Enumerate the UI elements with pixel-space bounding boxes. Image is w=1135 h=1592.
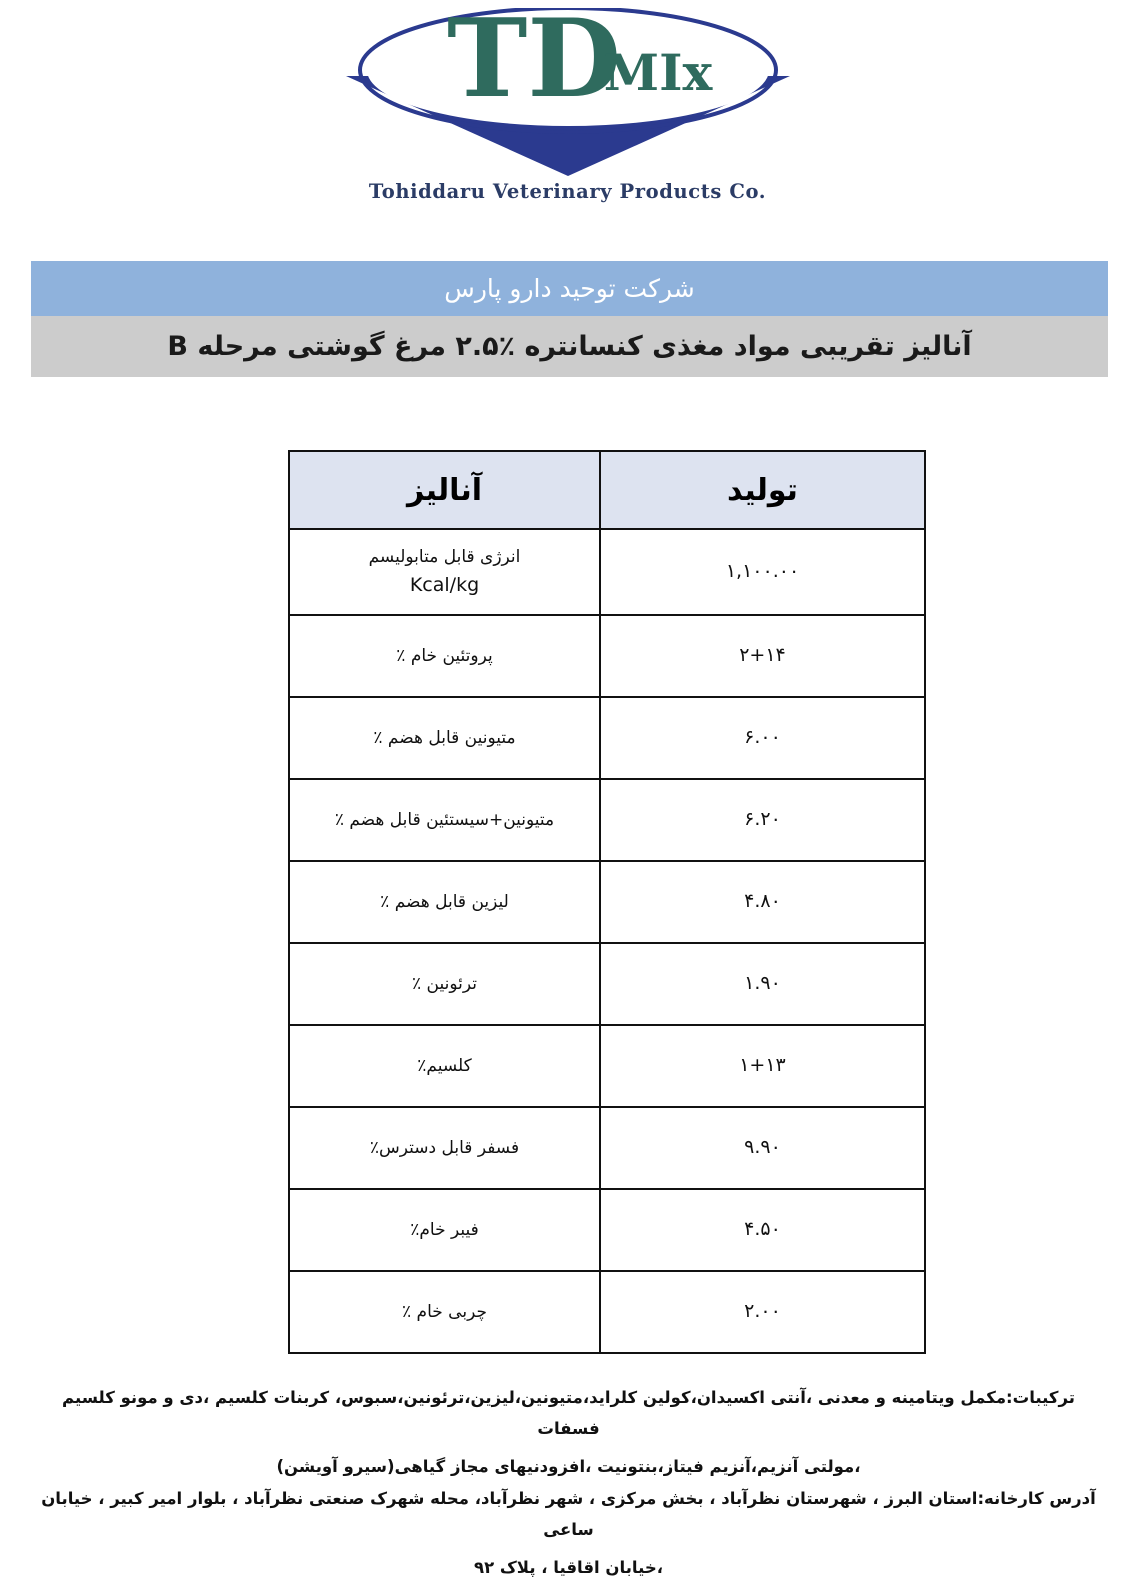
cell-production-value: ۱+۱۳ — [600, 1025, 925, 1107]
table-row — [289, 529, 925, 615]
column-header-production: تولید — [600, 451, 925, 529]
ingredients-line-1: ترکیبات:مکمل ویتامینه و معدنی ،آنتی اکسیدان،کولین کلراید،متیونین،لیزین،ترئونین،سبوس، کربنات کلسیم ،دی و مونو کلسیم فسفات — [62, 1388, 1075, 1438]
logo-subtitle: Tohiddaru Veterinary Products Co. — [368, 180, 767, 203]
cell-analysis-label: فیبر خام٪ — [289, 1189, 600, 1271]
logo-letters-mix: MIx — [603, 43, 712, 102]
address-line-2: ،خیابان اقاقیا ، پلاک ۹۲ — [474, 1558, 663, 1578]
cell-analysis-label: کلسیم٪ — [289, 1025, 600, 1107]
analysis-label-text: انرژی قابل متابولیسم — [368, 546, 521, 567]
cell-production-value: ۲+۱۴ — [600, 615, 925, 697]
analysis-unit-text: Kcal/kg — [409, 573, 480, 596]
cell-analysis-label: چربی خام ٪ — [289, 1271, 600, 1353]
cell-production-value: ۱.۹۰ — [600, 943, 925, 1025]
cell-production-value: ۲.۰۰ — [600, 1271, 925, 1353]
table-row — [289, 1189, 925, 1271]
ingredients-footer — [40, 1383, 1097, 1491]
table-row — [289, 779, 925, 861]
document-title-text: آنالیز تقریبی مواد مغذی کنسانتره ٪۲.۵ مرغ گوشتی مرحله B — [167, 331, 972, 362]
table-body — [289, 529, 925, 1353]
cell-analysis-label: فسفر قابل دسترس٪ — [289, 1107, 600, 1189]
ingredients-line-2: ،مولتی آنزیم،آنزیم فیتاز،بنتونیت ،افزودنیهای مجاز گیاهی(سیرو آویشن) — [276, 1457, 861, 1477]
cell-production-value: ۴.۸۰ — [600, 861, 925, 943]
cell-production-value: ۶.۰۰ — [600, 697, 925, 779]
table-row — [289, 697, 925, 779]
table-row — [289, 1025, 925, 1107]
cell-production-value: ۱,۱۰۰.۰۰ — [600, 529, 925, 615]
cell-production-value: ۴.۵۰ — [600, 1189, 925, 1271]
company-name-bar — [31, 261, 1108, 316]
company-name-text: شرکت توحید دارو پارس — [444, 274, 695, 303]
table-row — [289, 861, 925, 943]
cell-production-value: ۶.۲۰ — [600, 779, 925, 861]
tdmix-logo-mark — [338, 8, 798, 178]
address-line-1: آدرس کارخانه:استان البرز ، شهرستان نظرآباد ، بخش مرکزی ، شهر نظرآباد، محله شهرک صنعتی نظرآباد ، بلوار امیر کبیر ، خیابان ساعی — [41, 1489, 1096, 1539]
table-header-row — [289, 451, 925, 529]
table-row — [289, 615, 925, 697]
nutrient-analysis-table — [288, 450, 926, 1354]
address-footer — [40, 1484, 1097, 1592]
logo-letters-td: TD — [446, 8, 621, 122]
cell-analysis-label: لیزین قابل هضم ٪ — [289, 861, 600, 943]
column-header-analysis: آنالیز — [289, 451, 600, 529]
table-row — [289, 1271, 925, 1353]
company-logo-block — [0, 8, 1135, 233]
cell-analysis-label: ترئونین ٪ — [289, 943, 600, 1025]
cell-analysis-label: متیونین+سیستئین قابل هضم ٪ — [289, 779, 600, 861]
table-row — [289, 1107, 925, 1189]
cell-analysis-label: متیونین قابل هضم ٪ — [289, 697, 600, 779]
cell-production-value: ۹.۹۰ — [600, 1107, 925, 1189]
table-row — [289, 943, 925, 1025]
cell-analysis-label: پروتئین خام ٪ — [289, 615, 600, 697]
cell-analysis-label — [289, 529, 600, 615]
document-title-bar — [31, 316, 1108, 377]
